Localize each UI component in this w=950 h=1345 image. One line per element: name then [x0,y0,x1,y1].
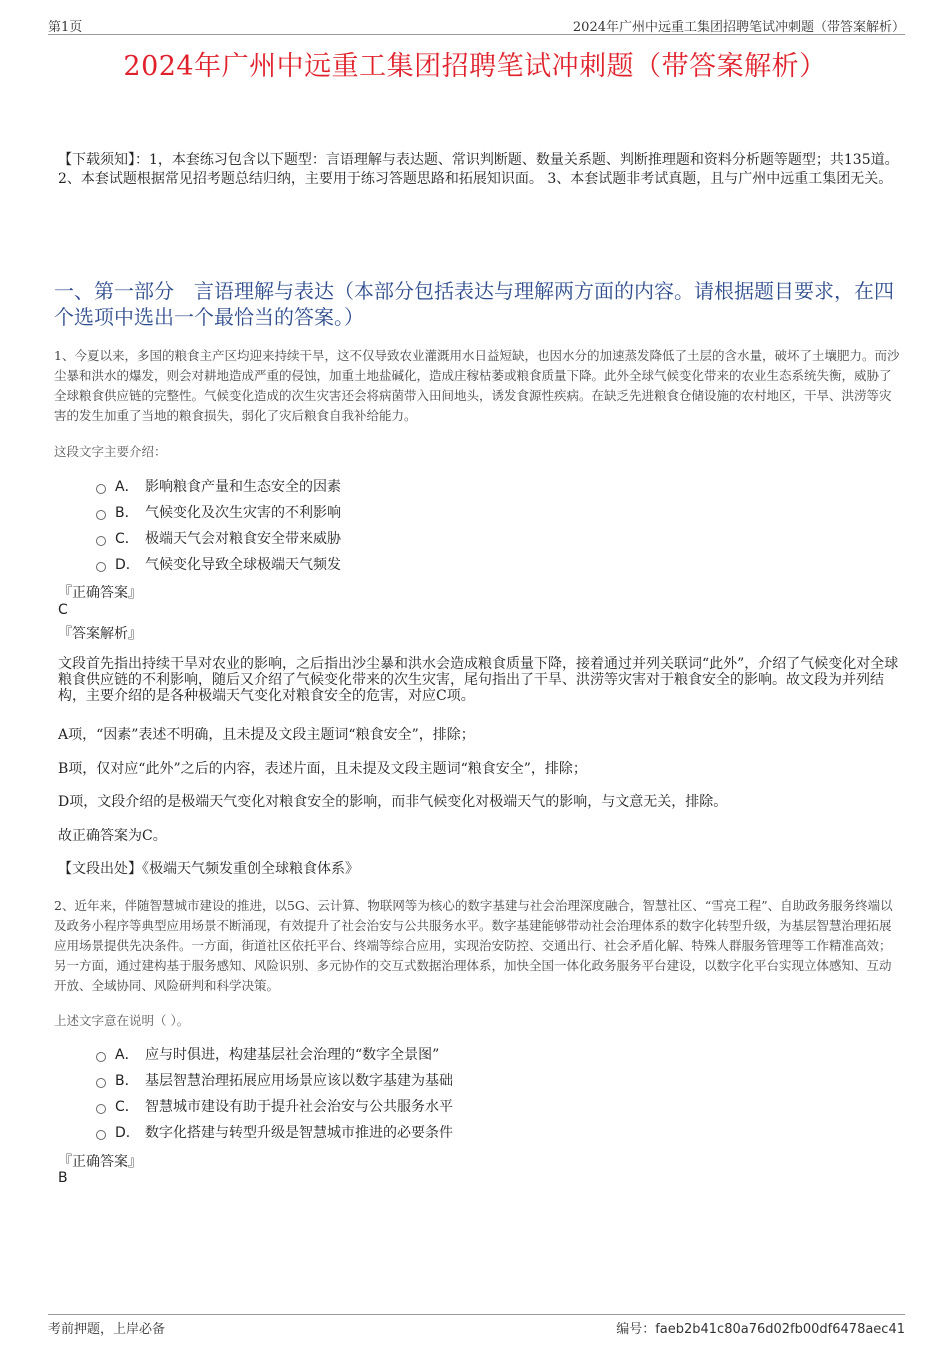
download-notice: 【下载须知】：1，本套练习包含以下题型：言语理解与表达题、常识判断题、数量关系题、判断推理题和资料分析题等题型；共135道。 2、本套试题根据常见招考题总结归纳，主要用于练习答题思路和拓展知识面。 3、本套试题非考试真题，且与广州中远重工集团无关。 [58,152,899,187]
page-footer [48,1314,905,1335]
radio-icon[interactable] [96,536,106,546]
footer-code: 编号：faeb2b41c80a76d02fb00df6478aec41 [616,1322,905,1337]
q2-options [96,1041,453,1145]
q1-option-c[interactable]: C． 极端天气会对粮食安全带来威胁 [96,525,341,551]
q1-analysis-label: 『答案解析』 [58,626,142,642]
q1-options [96,473,341,577]
q2-stem: 上述文字意在说明（ ）。 [54,1013,190,1028]
header-doc-title: 2024年广州中远重工集团招聘笔试冲刺题（带答案解析） [572,20,905,35]
radio-icon[interactable] [96,1130,106,1140]
q2-option-c[interactable]: C． 智慧城市建设有助于提升社会治安与公共服务水平 [96,1093,453,1119]
q2-answer: B [58,1170,68,1186]
q1-analysis-b: B项，仅对应“此外”之后的内容，表述片面，且未提及文段主题词“粮食安全”，排除； [58,761,587,777]
q1-source: 【文段出处】《极端天气频发重创全球粮食体系》 [58,861,359,877]
radio-icon[interactable] [96,510,106,520]
page-number: 第1页 [48,20,83,35]
q2-passage: 2、近年来，伴随智慧城市建设的推进，以5G、云计算、物联网等为核心的数字基建与社会治理深度融合，智慧社区、“雪亮工程”、自助政务服务终端以及政务小程序等典型应用场景不断涌现，有效提升了社会治安与公共服务水平。数字基建能够带动社会治理体系的数字化转型升级，为基层智慧治理拓展应用场景提供先决条件。一方面，街道社区依托平台、终端等综合应用，实现治安防控、交通出行、社会矛盾化解、特殊人群服务管理等工作精准高效；另一方面，通过建构基于服务感知、风险识别、多元协作的交互式数据治理体系，加快全国一体化政务服务平台建设，以数字化平台实现立体感知、互动开放、全域协同、风险研判和科学决策。 [54,898,893,993]
q2-option-b[interactable]: B． 基层智慧治理拓展应用场景应该以数字基建为基础 [96,1067,453,1093]
section-heading: 一、第一部分 言语理解与表达（本部分包括表达与理解两方面的内容。请根据题目要求，在四个选项中选出一个最恰当的答案。） [54,279,894,329]
q1-option-a[interactable]: A． 影响粮食产量和生态安全的因素 [96,473,341,499]
q1-passage: 1、今夏以来，多国的粮食主产区均迎来持续干旱，这不仅导致农业灌溉用水日益短缺，也因水分的加速蒸发降低了土层的含水量，破坏了土壤肥力。而沙尘暴和洪水的爆发，则会对耕地造成严重的侵蚀，加重土地盐碱化，造成庄稼枯萎或粮食质量下降。此外全球气候变化带来的农业生态系统失衡，威胁了全球粮食供应链的完整性。气候变化造成的次生灾害还会将病菌带入田间地头，诱发食源性疾病。在缺乏先进粮食仓储设施的农村地区，干旱、洪涝等灾害的发生加重了当地的粮食损失，弱化了灾后粮食自我补给能力。 [54,348,900,423]
q1-answer-label: 『正确答案』 [58,585,142,601]
q2-option-a[interactable]: A． 应与时俱进，构建基层社会治理的“数字全景图” [96,1041,453,1067]
q1-analysis-d: D项，文段介绍的是极端天气变化对粮食安全的影响，而非气候变化对极端天气的影响，与文意无关，排除。 [58,794,728,810]
page-header [48,14,905,35]
radio-icon[interactable] [96,484,106,494]
q1-option-d[interactable]: D． 气候变化导致全球极端天气频发 [96,551,341,577]
q2-answer-label: 『正确答案』 [58,1154,142,1170]
q1-analysis-conclusion: 故正确答案为C。 [58,828,167,844]
q2-option-d[interactable]: D． 数字化搭建与转型升级是智慧城市推进的必要条件 [96,1119,453,1145]
radio-icon[interactable] [96,1104,106,1114]
q1-analysis-summary: 文段首先指出持续干旱对农业的影响，之后指出沙尘暴和洪水会造成粮食质量下降，接着通过并列关联词“此外”，介绍了气候变化对全球粮食供应链的不利影响，随后又介绍了气候变化带来的次生灾害，尾句指出了干旱、洪涝等灾害对于粮食安全的影响。故文段为并列结构，主要介绍的是各种极端天气变化对粮食安全的危害，对应C项。 [58,656,899,704]
footer-slogan: 考前押题，上岸必备 [48,1322,166,1337]
q1-option-b[interactable]: B． 气候变化及次生灾害的不利影响 [96,499,341,525]
document-title: 2024年广州中远重工集团招聘笔试冲刺题（带答案解析） [123,51,827,82]
radio-icon[interactable] [96,1078,106,1088]
radio-icon[interactable] [96,562,106,572]
radio-icon[interactable] [96,1052,106,1062]
q1-analysis-a: A项，“因素”表述不明确，且未提及文段主题词“粮食安全”，排除； [58,727,475,743]
q1-stem: 这段文字主要介绍： [54,444,167,459]
q1-answer: C [58,602,68,618]
